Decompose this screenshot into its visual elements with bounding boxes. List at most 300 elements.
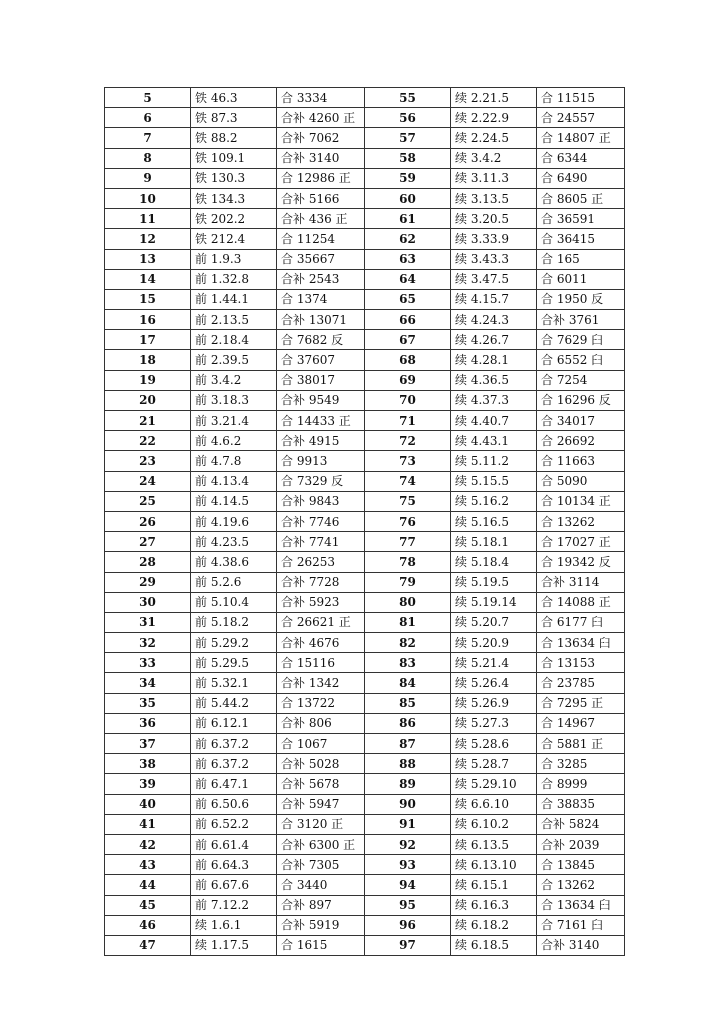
heji-reference-cell: 合补 7728 (277, 572, 365, 592)
heji-reference-cell: 合 13262 (537, 511, 625, 531)
heji-reference-cell: 合补 4260 正 (277, 108, 365, 128)
source-reference-cell: 续 5.19.14 (451, 592, 537, 612)
item-number-cell: 70 (365, 390, 451, 410)
source-reference-cell: 续 3.33.9 (451, 229, 537, 249)
table-row (105, 653, 625, 673)
item-number-cell: 79 (365, 572, 451, 592)
heji-reference-cell: 合 11254 (277, 229, 365, 249)
heji-reference-cell: 合补 4915 (277, 431, 365, 451)
source-reference-cell: 续 4.15.7 (451, 289, 537, 309)
heji-reference-cell: 合 36591 (537, 209, 625, 229)
source-reference-cell: 续 6.18.2 (451, 915, 537, 935)
table-row (105, 713, 625, 733)
table-row (105, 350, 625, 370)
source-reference-cell: 前 5.29.2 (191, 633, 277, 653)
heji-reference-cell: 合 12986 正 (277, 168, 365, 188)
source-reference-cell: 前 4.13.4 (191, 471, 277, 491)
source-reference-cell: 续 5.28.6 (451, 734, 537, 754)
item-number-cell: 36 (105, 713, 191, 733)
item-number-cell: 16 (105, 310, 191, 330)
item-number-cell: 91 (365, 814, 451, 834)
heji-reference-cell: 合补 7741 (277, 532, 365, 552)
item-number-cell: 90 (365, 794, 451, 814)
source-reference-cell: 前 1.9.3 (191, 249, 277, 269)
heji-reference-cell: 合补 5824 (537, 814, 625, 834)
heji-reference-cell: 合补 5947 (277, 794, 365, 814)
heji-reference-cell: 合补 5166 (277, 188, 365, 208)
item-number-cell: 84 (365, 673, 451, 693)
source-reference-cell: 前 6.37.2 (191, 734, 277, 754)
item-number-cell: 28 (105, 552, 191, 572)
item-number-cell: 29 (105, 572, 191, 592)
table-row (105, 693, 625, 713)
heji-reference-cell: 合补 3140 (537, 935, 625, 955)
source-reference-cell: 前 4.14.5 (191, 491, 277, 511)
source-reference-cell: 前 7.12.2 (191, 895, 277, 915)
item-number-cell: 85 (365, 693, 451, 713)
item-number-cell: 37 (105, 734, 191, 754)
heji-reference-cell: 合补 2543 (277, 269, 365, 289)
item-number-cell: 96 (365, 915, 451, 935)
heji-reference-cell: 合 1067 (277, 734, 365, 754)
source-reference-cell: 续 6.6.10 (451, 794, 537, 814)
table-row (105, 814, 625, 834)
source-reference-cell: 前 5.18.2 (191, 612, 277, 632)
source-reference-cell: 续 6.13.5 (451, 834, 537, 854)
source-reference-cell: 前 5.2.6 (191, 572, 277, 592)
table-row (105, 855, 625, 875)
source-reference-cell: 铁 46.3 (191, 88, 277, 108)
item-number-cell: 32 (105, 633, 191, 653)
heji-reference-cell: 合补 1342 (277, 673, 365, 693)
source-reference-cell: 续 5.26.4 (451, 673, 537, 693)
item-number-cell: 73 (365, 451, 451, 471)
source-reference-cell: 续 6.18.5 (451, 935, 537, 955)
item-number-cell: 74 (365, 471, 451, 491)
table-row (105, 875, 625, 895)
source-reference-cell: 前 1.32.8 (191, 269, 277, 289)
table-row (105, 612, 625, 632)
source-reference-cell: 续 3.47.5 (451, 269, 537, 289)
heji-reference-cell: 合 26621 正 (277, 612, 365, 632)
concordance-table (104, 87, 625, 956)
heji-reference-cell: 合 38835 (537, 794, 625, 814)
heji-reference-cell: 合 11663 (537, 451, 625, 471)
source-reference-cell: 续 1.6.1 (191, 915, 277, 935)
item-number-cell: 33 (105, 653, 191, 673)
item-number-cell: 61 (365, 209, 451, 229)
item-number-cell: 57 (365, 128, 451, 148)
table-row (105, 209, 625, 229)
heji-reference-cell: 合 23785 (537, 673, 625, 693)
source-reference-cell: 续 6.15.1 (451, 875, 537, 895)
item-number-cell: 97 (365, 935, 451, 955)
source-reference-cell: 续 6.16.3 (451, 895, 537, 915)
table-row (105, 935, 625, 955)
heji-reference-cell: 合补 5028 (277, 754, 365, 774)
source-reference-cell: 续 4.36.5 (451, 370, 537, 390)
source-reference-cell: 前 6.61.4 (191, 834, 277, 854)
source-reference-cell: 前 6.37.2 (191, 754, 277, 774)
table-row (105, 310, 625, 330)
item-number-cell: 44 (105, 875, 191, 895)
table-row (105, 471, 625, 491)
item-number-cell: 14 (105, 269, 191, 289)
source-reference-cell: 续 5.18.1 (451, 532, 537, 552)
source-reference-cell: 铁 87.3 (191, 108, 277, 128)
table-body (105, 88, 625, 956)
heji-reference-cell: 合 14088 正 (537, 592, 625, 612)
source-reference-cell: 前 3.4.2 (191, 370, 277, 390)
source-reference-cell: 前 6.52.2 (191, 814, 277, 834)
item-number-cell: 38 (105, 754, 191, 774)
item-number-cell: 83 (365, 653, 451, 673)
source-reference-cell: 铁 88.2 (191, 128, 277, 148)
item-number-cell: 23 (105, 451, 191, 471)
heji-reference-cell: 合 1615 (277, 935, 365, 955)
item-number-cell: 69 (365, 370, 451, 390)
heji-reference-cell: 合 13634 臼 (537, 633, 625, 653)
item-number-cell: 60 (365, 188, 451, 208)
heji-reference-cell: 合 10134 正 (537, 491, 625, 511)
table-row (105, 572, 625, 592)
heji-reference-cell: 合补 806 (277, 713, 365, 733)
item-number-cell: 20 (105, 390, 191, 410)
table-row (105, 794, 625, 814)
item-number-cell: 67 (365, 330, 451, 350)
heji-reference-cell: 合 1374 (277, 289, 365, 309)
item-number-cell: 17 (105, 330, 191, 350)
source-reference-cell: 前 5.32.1 (191, 673, 277, 693)
heji-reference-cell: 合 26253 (277, 552, 365, 572)
source-reference-cell: 续 6.13.10 (451, 855, 537, 875)
item-number-cell: 58 (365, 148, 451, 168)
item-number-cell: 66 (365, 310, 451, 330)
table-row (105, 532, 625, 552)
table-row (105, 592, 625, 612)
heji-reference-cell: 合 11515 (537, 88, 625, 108)
source-reference-cell: 续 5.11.2 (451, 451, 537, 471)
item-number-cell: 34 (105, 673, 191, 693)
source-reference-cell: 续 2.21.5 (451, 88, 537, 108)
heji-reference-cell: 合 14807 正 (537, 128, 625, 148)
heji-reference-cell: 合 13153 (537, 653, 625, 673)
item-number-cell: 59 (365, 168, 451, 188)
heji-reference-cell: 合 5090 (537, 471, 625, 491)
table-row (105, 734, 625, 754)
item-number-cell: 8 (105, 148, 191, 168)
table-row (105, 895, 625, 915)
table-row (105, 370, 625, 390)
table-row (105, 330, 625, 350)
source-reference-cell: 续 5.28.7 (451, 754, 537, 774)
heji-reference-cell: 合 3334 (277, 88, 365, 108)
heji-reference-cell: 合 7295 正 (537, 693, 625, 713)
source-reference-cell: 续 4.24.3 (451, 310, 537, 330)
item-number-cell: 26 (105, 511, 191, 531)
heji-reference-cell: 合 19342 反 (537, 552, 625, 572)
heji-reference-cell: 合补 9843 (277, 491, 365, 511)
table-row (105, 511, 625, 531)
heji-reference-cell: 合 24557 (537, 108, 625, 128)
item-number-cell: 93 (365, 855, 451, 875)
heji-reference-cell: 合 38017 (277, 370, 365, 390)
source-reference-cell: 铁 212.4 (191, 229, 277, 249)
source-reference-cell: 前 3.18.3 (191, 390, 277, 410)
item-number-cell: 80 (365, 592, 451, 612)
table-row (105, 390, 625, 410)
heji-reference-cell: 合 17027 正 (537, 532, 625, 552)
source-reference-cell: 前 2.18.4 (191, 330, 277, 350)
item-number-cell: 89 (365, 774, 451, 794)
table-row (105, 188, 625, 208)
table-row (105, 633, 625, 653)
source-reference-cell: 续 5.26.9 (451, 693, 537, 713)
source-reference-cell: 续 4.37.3 (451, 390, 537, 410)
heji-reference-cell: 合补 436 正 (277, 209, 365, 229)
item-number-cell: 15 (105, 289, 191, 309)
item-number-cell: 46 (105, 915, 191, 935)
source-reference-cell: 前 6.47.1 (191, 774, 277, 794)
heji-reference-cell: 合 6011 (537, 269, 625, 289)
heji-reference-cell: 合补 3761 (537, 310, 625, 330)
heji-reference-cell: 合 7629 臼 (537, 330, 625, 350)
source-reference-cell: 续 6.10.2 (451, 814, 537, 834)
item-number-cell: 63 (365, 249, 451, 269)
heji-reference-cell: 合 8999 (537, 774, 625, 794)
heji-reference-cell: 合补 3114 (537, 572, 625, 592)
heji-reference-cell: 合补 2039 (537, 834, 625, 854)
item-number-cell: 92 (365, 834, 451, 854)
table-row (105, 249, 625, 269)
table-row (105, 148, 625, 168)
source-reference-cell: 续 5.19.5 (451, 572, 537, 592)
source-reference-cell: 前 1.44.1 (191, 289, 277, 309)
item-number-cell: 47 (105, 935, 191, 955)
heji-reference-cell: 合 3285 (537, 754, 625, 774)
heji-reference-cell: 合补 3140 (277, 148, 365, 168)
item-number-cell: 41 (105, 814, 191, 834)
item-number-cell: 19 (105, 370, 191, 390)
heji-reference-cell: 合 13262 (537, 875, 625, 895)
item-number-cell: 86 (365, 713, 451, 733)
heji-reference-cell: 合补 7746 (277, 511, 365, 531)
item-number-cell: 76 (365, 511, 451, 531)
item-number-cell: 7 (105, 128, 191, 148)
source-reference-cell: 前 5.10.4 (191, 592, 277, 612)
source-reference-cell: 前 4.23.5 (191, 532, 277, 552)
heji-reference-cell: 合 37607 (277, 350, 365, 370)
item-number-cell: 39 (105, 774, 191, 794)
source-reference-cell: 前 4.6.2 (191, 431, 277, 451)
source-reference-cell: 续 5.29.10 (451, 774, 537, 794)
table-row (105, 269, 625, 289)
table-row (105, 834, 625, 854)
table-row (105, 774, 625, 794)
item-number-cell: 72 (365, 431, 451, 451)
heji-reference-cell: 合 8605 正 (537, 188, 625, 208)
table-row (105, 451, 625, 471)
heji-reference-cell: 合补 13071 (277, 310, 365, 330)
heji-reference-cell: 合 3120 正 (277, 814, 365, 834)
heji-reference-cell: 合 6344 (537, 148, 625, 168)
heji-reference-cell: 合 13722 (277, 693, 365, 713)
item-number-cell: 5 (105, 88, 191, 108)
heji-reference-cell: 合 7682 反 (277, 330, 365, 350)
source-reference-cell: 续 5.27.3 (451, 713, 537, 733)
source-reference-cell: 续 3.4.2 (451, 148, 537, 168)
source-reference-cell: 续 4.40.7 (451, 411, 537, 431)
heji-reference-cell: 合 34017 (537, 411, 625, 431)
heji-reference-cell: 合补 7062 (277, 128, 365, 148)
item-number-cell: 18 (105, 350, 191, 370)
heji-reference-cell: 合 6177 臼 (537, 612, 625, 632)
item-number-cell: 88 (365, 754, 451, 774)
source-reference-cell: 前 2.39.5 (191, 350, 277, 370)
item-number-cell: 9 (105, 168, 191, 188)
source-reference-cell: 续 4.26.7 (451, 330, 537, 350)
item-number-cell: 62 (365, 229, 451, 249)
source-reference-cell: 前 6.64.3 (191, 855, 277, 875)
heji-reference-cell: 合 26692 (537, 431, 625, 451)
table-row (105, 673, 625, 693)
item-number-cell: 77 (365, 532, 451, 552)
item-number-cell: 94 (365, 875, 451, 895)
item-number-cell: 75 (365, 491, 451, 511)
source-reference-cell: 续 2.24.5 (451, 128, 537, 148)
source-reference-cell: 续 3.11.3 (451, 168, 537, 188)
heji-reference-cell: 合 13845 (537, 855, 625, 875)
source-reference-cell: 前 2.13.5 (191, 310, 277, 330)
heji-reference-cell: 合 15116 (277, 653, 365, 673)
heji-reference-cell: 合 165 (537, 249, 625, 269)
source-reference-cell: 前 6.67.6 (191, 875, 277, 895)
source-reference-cell: 前 4.38.6 (191, 552, 277, 572)
table-row (105, 229, 625, 249)
heji-reference-cell: 合补 897 (277, 895, 365, 915)
item-number-cell: 12 (105, 229, 191, 249)
item-number-cell: 22 (105, 431, 191, 451)
heji-reference-cell: 合补 6300 正 (277, 834, 365, 854)
item-number-cell: 65 (365, 289, 451, 309)
source-reference-cell: 前 5.29.5 (191, 653, 277, 673)
heji-reference-cell: 合 7254 (537, 370, 625, 390)
item-number-cell: 64 (365, 269, 451, 289)
source-reference-cell: 续 3.13.5 (451, 188, 537, 208)
source-reference-cell: 铁 202.2 (191, 209, 277, 229)
source-reference-cell: 续 5.18.4 (451, 552, 537, 572)
heji-reference-cell: 合 6552 臼 (537, 350, 625, 370)
source-reference-cell: 续 4.43.1 (451, 431, 537, 451)
table-row (105, 88, 625, 108)
source-reference-cell: 续 1.17.5 (191, 935, 277, 955)
source-reference-cell: 铁 109.1 (191, 148, 277, 168)
item-number-cell: 82 (365, 633, 451, 653)
item-number-cell: 24 (105, 471, 191, 491)
heji-reference-cell: 合 7161 臼 (537, 915, 625, 935)
source-reference-cell: 续 5.16.5 (451, 511, 537, 531)
table-row (105, 754, 625, 774)
item-number-cell: 13 (105, 249, 191, 269)
heji-reference-cell: 合 13634 臼 (537, 895, 625, 915)
heji-reference-cell: 合补 5923 (277, 592, 365, 612)
item-number-cell: 11 (105, 209, 191, 229)
item-number-cell: 43 (105, 855, 191, 875)
heji-reference-cell: 合补 9549 (277, 390, 365, 410)
table-row (105, 431, 625, 451)
heji-reference-cell: 合 14967 (537, 713, 625, 733)
source-reference-cell: 前 6.50.6 (191, 794, 277, 814)
source-reference-cell: 续 3.20.5 (451, 209, 537, 229)
item-number-cell: 40 (105, 794, 191, 814)
source-reference-cell: 续 5.20.7 (451, 612, 537, 632)
heji-reference-cell: 合 5881 正 (537, 734, 625, 754)
item-number-cell: 25 (105, 491, 191, 511)
heji-reference-cell: 合补 5919 (277, 915, 365, 935)
table-row (105, 128, 625, 148)
table-row (105, 411, 625, 431)
source-reference-cell: 续 3.43.3 (451, 249, 537, 269)
item-number-cell: 31 (105, 612, 191, 632)
item-number-cell: 78 (365, 552, 451, 572)
heji-reference-cell: 合 1950 反 (537, 289, 625, 309)
heji-reference-cell: 合 36415 (537, 229, 625, 249)
table-row (105, 915, 625, 935)
source-reference-cell: 前 5.44.2 (191, 693, 277, 713)
item-number-cell: 27 (105, 532, 191, 552)
item-number-cell: 71 (365, 411, 451, 431)
heji-reference-cell: 合 3440 (277, 875, 365, 895)
source-reference-cell: 续 5.20.9 (451, 633, 537, 653)
heji-reference-cell: 合 6490 (537, 168, 625, 188)
item-number-cell: 68 (365, 350, 451, 370)
item-number-cell: 10 (105, 188, 191, 208)
heji-reference-cell: 合 14433 正 (277, 411, 365, 431)
table-row (105, 108, 625, 128)
item-number-cell: 45 (105, 895, 191, 915)
heji-reference-cell: 合 7329 反 (277, 471, 365, 491)
source-reference-cell: 前 6.12.1 (191, 713, 277, 733)
source-reference-cell: 铁 134.3 (191, 188, 277, 208)
item-number-cell: 30 (105, 592, 191, 612)
source-reference-cell: 续 4.28.1 (451, 350, 537, 370)
item-number-cell: 21 (105, 411, 191, 431)
source-reference-cell: 前 4.7.8 (191, 451, 277, 471)
item-number-cell: 6 (105, 108, 191, 128)
item-number-cell: 95 (365, 895, 451, 915)
source-reference-cell: 前 3.21.4 (191, 411, 277, 431)
item-number-cell: 56 (365, 108, 451, 128)
source-reference-cell: 续 5.16.2 (451, 491, 537, 511)
heji-reference-cell: 合补 5678 (277, 774, 365, 794)
heji-reference-cell: 合 35667 (277, 249, 365, 269)
table-row (105, 289, 625, 309)
source-reference-cell: 铁 130.3 (191, 168, 277, 188)
source-reference-cell: 续 5.21.4 (451, 653, 537, 673)
source-reference-cell: 续 5.15.5 (451, 471, 537, 491)
heji-reference-cell: 合 9913 (277, 451, 365, 471)
table-row (105, 491, 625, 511)
item-number-cell: 35 (105, 693, 191, 713)
item-number-cell: 81 (365, 612, 451, 632)
table-row (105, 552, 625, 572)
item-number-cell: 87 (365, 734, 451, 754)
heji-reference-cell: 合补 7305 (277, 855, 365, 875)
heji-reference-cell: 合 16296 反 (537, 390, 625, 410)
item-number-cell: 55 (365, 88, 451, 108)
table-row (105, 168, 625, 188)
source-reference-cell: 续 2.22.9 (451, 108, 537, 128)
